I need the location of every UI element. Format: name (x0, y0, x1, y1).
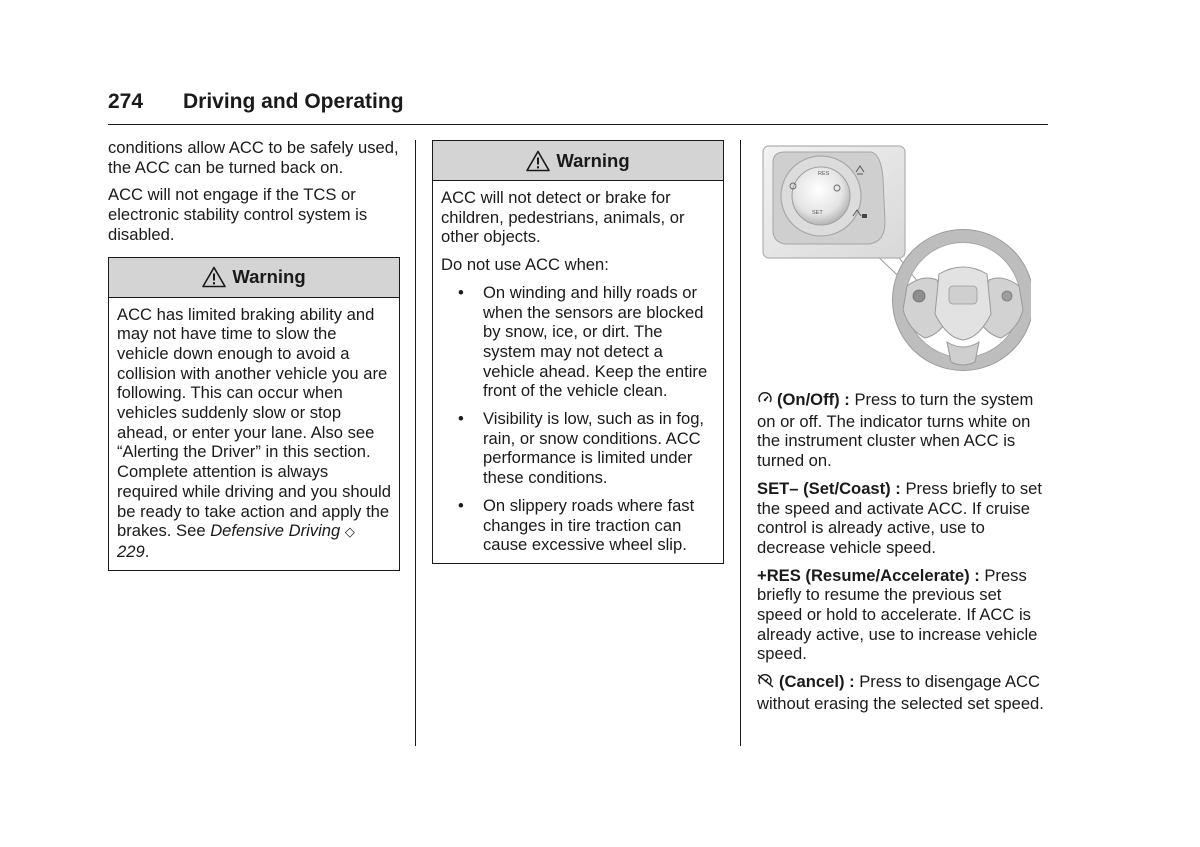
column-1 (108, 138, 400, 571)
control-desc: Press briefly to set the speed and activate ACC. If cruise control is already active, use to decrease vehicle speed. (757, 478, 1042, 557)
column-divider-2 (740, 140, 741, 746)
warning-text (117, 305, 391, 562)
warning-intro: ACC will not detect or brake for children, pedestrians, animals, or other objects. (441, 188, 685, 247)
warning-do-not-use: Do not use ACC when: (441, 255, 609, 275)
steering-wheel-illustration (759, 138, 1031, 374)
bullet-icon: • (458, 282, 464, 302)
list-item (441, 496, 715, 555)
warning-body (433, 181, 723, 563)
warning-box-2 (432, 140, 724, 564)
warning-title: Warning (232, 266, 306, 288)
warning-bullet-list (441, 283, 715, 555)
warning-header (109, 258, 399, 298)
warning-header (433, 141, 723, 181)
column-divider-1 (415, 140, 416, 746)
warning-text-main: ACC has limited braking ability and may not have time to slow the vehicle down enough to avoid a collision with another vehicle you are following. This can occur when vehicles suddenly slow or stop ahead, or enter your lane. Also see “Alerting the Driver” in this section. Complete attention is always required while driving and you should be ready to take action and apply the brakes. See (117, 304, 391, 541)
steering-wheel-controls-figure (759, 138, 1031, 374)
control-term: SET– (Set/Coast) : (757, 478, 901, 498)
warning-body (109, 298, 399, 570)
control-desc: Press to turn the system on or off. The indicator turns white on the instrument cluster when ACC is turned on. (757, 390, 1034, 471)
control-item-cancel (757, 672, 1047, 713)
control-item-set (757, 479, 1047, 558)
warning-box-1 (108, 257, 400, 571)
list-item-text: Visibility is low, such as in fog, rain, or snow conditions. ACC performance is limited under these conditions. (483, 409, 705, 488)
control-item-res (757, 566, 1047, 665)
list-item (441, 283, 715, 401)
cruise-cancel-icon (757, 673, 775, 694)
warning-title: Warning (556, 149, 630, 171)
control-desc: Press briefly to resume the previous set speed or hold to accelerate. If ACC is already active, use to increase vehicle speed. (757, 565, 1038, 664)
control-term: (Cancel) : (779, 672, 855, 692)
list-item (441, 409, 715, 488)
control-desc: Press to disengage ACC without erasing the selected set speed. (757, 672, 1044, 713)
bullet-icon: • (458, 409, 464, 429)
warning-triangle-icon (202, 266, 226, 288)
page-ref-arrow-icon: ◇ (344, 524, 355, 540)
control-item-on-off (757, 390, 1047, 471)
set-button-label: SET (812, 210, 823, 216)
cross-ref-page[interactable]: 229 (117, 541, 145, 561)
cross-ref-link[interactable]: Defensive Driving (210, 521, 341, 541)
cross-ref-end: . (144, 541, 150, 561)
control-term: +RES (Resume/Accelerate) : (757, 565, 980, 585)
paragraph-continued: conditions allow ACC to be safely used, the ACC can be turned back on. (108, 138, 399, 177)
column-3 (757, 138, 1047, 722)
res-button-label: RES (818, 171, 830, 177)
page-header (108, 90, 1048, 125)
warning-triangle-icon (526, 150, 550, 172)
paragraph-tcs: ACC will not engage if the TCS or electronic stability control system is disabled. (108, 185, 368, 244)
list-item-text: On slippery roads where fast changes in tire traction can cause excessive wheel slip. (483, 495, 695, 555)
cruise-on-off-icon (757, 391, 773, 412)
control-term: (On/Off) : (777, 390, 850, 409)
page-number: 274 (108, 90, 144, 113)
bullet-icon: • (458, 495, 464, 515)
list-item-text: On winding and hilly roads or when the sensors are blocked by snow, ice, or dirt. The system may not detect a vehicle ahead. Keep the entire front of the vehicle clean. (483, 282, 708, 401)
section-title: Driving and Operating (183, 90, 404, 113)
column-2 (432, 138, 724, 564)
